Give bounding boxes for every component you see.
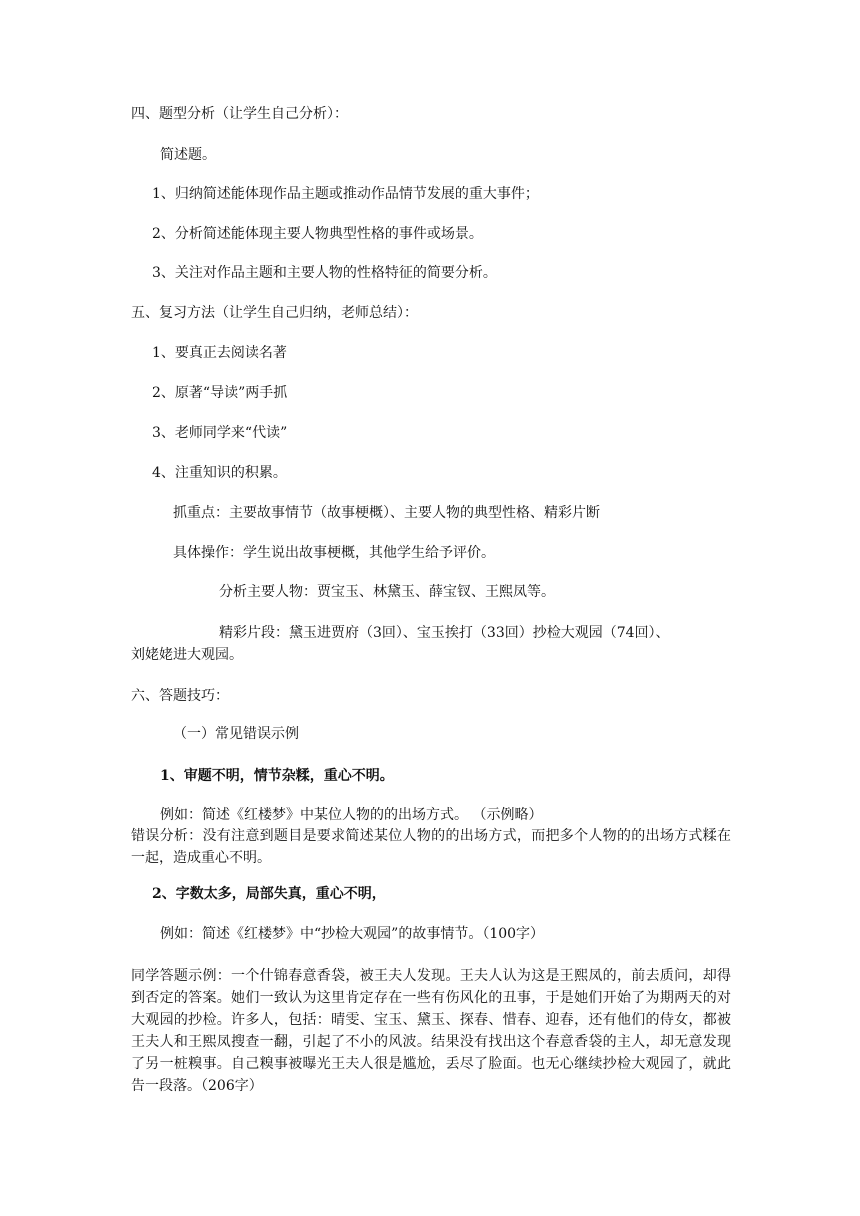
sub-heading: （一）常见错误示例 xyxy=(173,726,299,742)
highlights-line-2: 刘姥姥进大观园。 xyxy=(131,647,243,663)
error-1-example: 例如：简述《红楼梦》中某位人物的的出场方式。 （示例略） xyxy=(160,807,543,823)
error-1-analysis: 错误分析：没有注意到题目是要求简述某位人物的的出场方式，而把多个人物的的出场方式糅在一起，造成重心不明。 xyxy=(131,828,731,866)
question-type: 简述题。 xyxy=(160,147,216,163)
main-characters: 分析主要人物：贾宝玉、林黛玉、薛宝钗、王熙凤等。 xyxy=(219,584,555,600)
list-item: 3、老师同学来“代读” xyxy=(152,425,288,441)
list-item: 1、要真正去阅读名著 xyxy=(152,345,287,361)
list-item: 2、原著“导读”两手抓 xyxy=(152,385,288,401)
list-item: 2、分析简述能体现主要人物典型性格的事件或场景。 xyxy=(152,226,483,242)
error-1-title: 1、审题不明，情节杂糅，重心不明。 xyxy=(160,768,394,784)
list-item: 3、关注对作品主题和主要人物的性格特征的简要分析。 xyxy=(152,265,497,281)
error-2-title: 2、字数太多，局部失真，重心不明， xyxy=(152,886,386,902)
key-points: 抓重点：主要故事情节（故事梗概）、主要人物的典型性格、精彩片断 xyxy=(173,505,600,521)
student-answer-example: 同学答题示例：一个什锦春意香袋，被王夫人发现。王夫人认为这是王熙凤的，前去质问，却得到否定的答案。她们一致认为这里肯定存在一些有伤风化的丑事，于是她们开始了为期两天的对大观园的抄检。许多人，包括：晴雯、宝玉、黛玉、探春、惜春、迎春，还有他们的侍女，都被王夫人和王熙凤搜查一翻，引起了不小的风波。结果没有找出这个春意香袋的主人，却无意发现了另一桩糗事。自己糗事被曝光王夫人很是尴尬，丢尽了脸面。也无心继续抄检大观园了，就此告一段落。（206字） xyxy=(131,968,731,1094)
list-item: 4、注重知识的积累。 xyxy=(152,465,287,481)
section-6-heading: 六、答题技巧： xyxy=(131,688,229,704)
list-item: 1、归纳简述能体现作品主题或推动作品情节发展的重大事件； xyxy=(152,186,539,202)
highlights-line-1: 精彩片段：黛玉进贾府（3回）、宝玉挨打（33回）抄检大观园（74回）、 xyxy=(219,625,670,641)
section-5-heading: 五、复习方法（让学生自己归纳，老师总结）： xyxy=(131,305,418,321)
section-4-heading: 四、题型分析（让学生自己分析）： xyxy=(131,106,348,122)
specific-operation: 具体操作：学生说出故事梗概，其他学生给予评价。 xyxy=(173,545,495,561)
error-2-example: 例如：简述《红楼梦》中“抄检大观园”的故事情节。（100字） xyxy=(160,926,545,942)
